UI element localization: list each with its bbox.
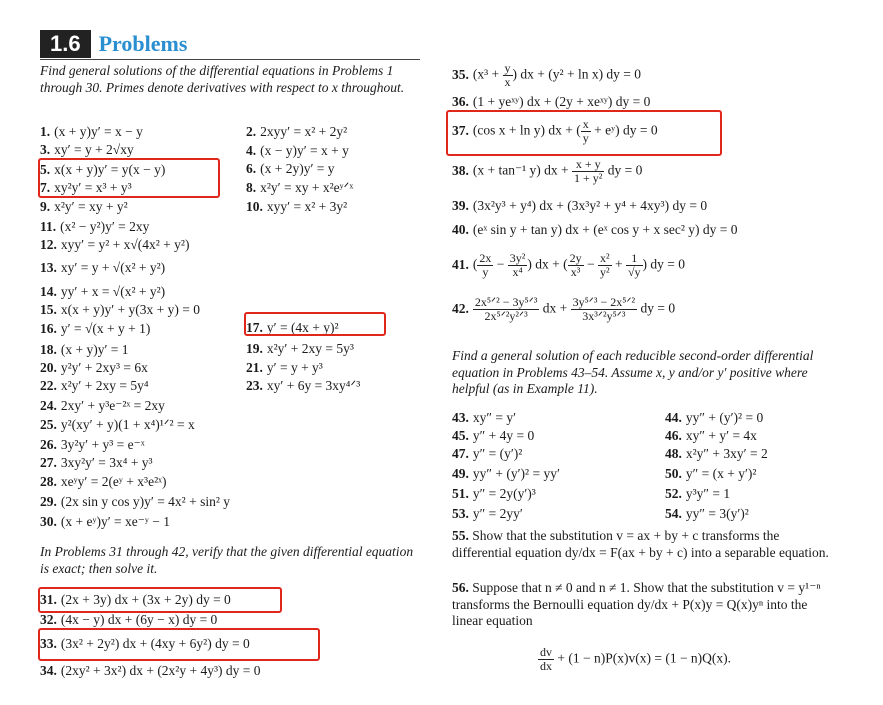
problem-43 xyxy=(452,410,516,426)
problem-equation: (x − y)y′ = x + y xyxy=(260,143,349,158)
problem-equation: y″ = 2y(y′)³ xyxy=(472,486,536,501)
problem-number: 49. xyxy=(452,466,469,481)
problem-50 xyxy=(665,466,756,482)
problem-equation: y″ + 4y = 0 xyxy=(472,428,535,443)
problem-equation: xy′ = y + 2√xy xyxy=(54,142,134,157)
problem-equation: (2x + 3y) dx + (3x + 2y) dy = 0 xyxy=(60,592,231,607)
problem-number: 51. xyxy=(452,486,469,501)
problem-6 xyxy=(246,161,335,177)
problem-48 xyxy=(665,446,768,462)
intro-problems-43-54: Find a general solution of each reducible second-order differential equation in Problems 43–54. Assume x, y and/or y′ positive where helpful (as in Example 11). xyxy=(452,348,814,396)
problem-number: 20. xyxy=(40,360,57,375)
problem-equation: x(x + y)y′ + y(3x + y) = 0 xyxy=(60,302,201,317)
problem-42: 42. $\frac{\text{2x⁵ᐟ² − 3y⁵ᐟ³}}{\text{2x⁵ᐟ²y²ᐟ³}}$ dx + $\frac{\text{3y⁵ᐟ³ − 2x⁵ᐟ²}}{\text{3x³ᐟ²y⁵ᐟ³}}$ dy = 0 xyxy=(452,295,676,323)
problem-20 xyxy=(40,360,148,376)
problem-number: 22. xyxy=(40,378,57,393)
problem-46 xyxy=(665,428,757,444)
problem-equation: xy′ + 6y = 3xy⁴ᐟ³ xyxy=(266,378,361,393)
problem-55: 55. Show that the substitution v = ax + by + c transforms the differential equation dy/dx = F(ax + by + c) into a separable equation. xyxy=(452,528,829,560)
problem-equation: y′ = y + y³ xyxy=(266,360,323,375)
problem-equation: y′ = (4x + y)² xyxy=(266,320,339,335)
problem-3 xyxy=(40,142,134,158)
problem-number: 33. xyxy=(40,636,57,651)
problem-9 xyxy=(40,199,128,215)
section-number: 1.6 xyxy=(40,30,91,58)
problem-number: 15. xyxy=(40,302,57,317)
intro-problems-1-30: Find general solutions of the differential equations in Problems 1 through 30. Primes denote derivatives with respect to x throughout. xyxy=(40,63,405,95)
section-header xyxy=(40,30,187,58)
problem-equation: xy′ = y + √(x² + y²) xyxy=(60,260,166,275)
problem-1 xyxy=(40,124,143,140)
problem-4 xyxy=(246,143,349,159)
problem-equation: yy′ + x = √(x² + y²) xyxy=(60,284,166,299)
problem-equation: x²y″ + 3xy′ = 2 xyxy=(685,446,768,461)
problem-number: 54. xyxy=(665,506,682,521)
problem-number: 4. xyxy=(246,143,257,158)
problem-49 xyxy=(452,466,560,482)
problem-number: 31. xyxy=(40,592,57,607)
problem-number: 9. xyxy=(40,199,51,214)
problem-44 xyxy=(665,410,763,426)
problem-12 xyxy=(40,237,189,253)
problem-56-linear-equation: $\frac{dv}{dx}$ + (1 − n)P(x)v(x) = (1 − n)Q(x). xyxy=(540,645,732,673)
problem-equation: x²y′ + 2xy = 5y³ xyxy=(266,341,354,356)
problem-equation: xeʸy′ = 2(eʸ + x³e²ˣ) xyxy=(60,474,167,489)
problem-10 xyxy=(246,199,347,215)
problem-number: 17. xyxy=(246,320,263,335)
problem-25 xyxy=(40,417,195,433)
problem-number: 21. xyxy=(246,360,263,375)
problem-27 xyxy=(40,455,153,471)
problem-18 xyxy=(40,342,129,358)
problem-26 xyxy=(40,437,145,453)
problem-equation: y″ = 2yy′ xyxy=(472,506,523,521)
problem-number: 14. xyxy=(40,284,57,299)
problem-number: 29. xyxy=(40,494,57,509)
problem-number: 45. xyxy=(452,428,469,443)
problem-equation: (x + y)y′ = 1 xyxy=(60,342,129,357)
problem-equation: x²y′ = xy + y² xyxy=(54,199,128,214)
problem-number: 7. xyxy=(40,180,51,195)
problem-equation: (3x² + 2y²) dx + (4xy + 6y²) dy = 0 xyxy=(60,636,250,651)
problem-29 xyxy=(40,494,230,510)
problem-13 xyxy=(40,260,165,276)
problem-21 xyxy=(246,360,323,376)
problem-14 xyxy=(40,284,165,300)
problem-15 xyxy=(40,302,200,318)
problem-equation: y²(xy′ + y)(1 + x⁴)¹ᐟ² = x xyxy=(60,417,195,432)
problem-56: 56. Suppose that n ≠ 0 and n ≠ 1. Show that the substitution v = y¹⁻ⁿ transforms the Bernoulli equation dy/dx + P(x)y = Q(x)yⁿ into the linear equation xyxy=(452,580,821,628)
problem-equation: yy″ + (y′)² = yy′ xyxy=(472,466,560,481)
problem-number: 2. xyxy=(246,124,257,139)
problem-number: 48. xyxy=(665,446,682,461)
problem-52 xyxy=(665,486,730,502)
problem-equation: (2xy² + 3x²) dx + (2x²y + 4y³) dy = 0 xyxy=(60,663,261,678)
problem-28 xyxy=(40,474,167,490)
problem-equation: xy″ = y′ xyxy=(472,410,517,425)
problem-54 xyxy=(665,506,749,522)
problem-equation: y²y′ + 2xy³ = 6x xyxy=(60,360,148,375)
problem-equation: 2xy′ + y³e⁻²ˣ = 2xy xyxy=(60,398,165,413)
problem-number: 52. xyxy=(665,486,682,501)
problem-equation: xyy′ = y² + x√(4x² + y²) xyxy=(60,237,190,252)
problem-number: 53. xyxy=(452,506,469,521)
highlight-problem-33 xyxy=(38,628,320,661)
problem-40: 40. (eˣ sin y + tan y) dx + (eˣ cos y + x sec² y) dy = 0 xyxy=(452,222,738,237)
problem-equation: 3y²y′ + y³ = e⁻ˣ xyxy=(60,437,145,452)
problem-equation: (2x sin y cos y)y′ = 4x² + sin² y xyxy=(60,494,231,509)
problem-11 xyxy=(40,219,149,235)
problem-number: 8. xyxy=(246,180,257,195)
problem-equation: xyy′ = x² + 3y² xyxy=(266,199,348,214)
problem-equation: 2xyy′ = x² + 2y² xyxy=(260,124,348,139)
problem-8 xyxy=(246,180,353,196)
highlight-problems-5-7 xyxy=(38,158,220,198)
problem-equation: xy²y′ = x³ + y³ xyxy=(54,180,132,195)
problem-number: 27. xyxy=(40,455,57,470)
problem-number: 11. xyxy=(40,219,57,234)
problem-equation: yy″ = 3(y′)² xyxy=(685,506,749,521)
problem-equation: 3xy²y′ = 3x⁴ + y³ xyxy=(60,455,153,470)
problem-number: 30. xyxy=(40,514,57,529)
problem-equation: (x + y)y′ = x − y xyxy=(54,124,143,139)
problem-equation: x(x + y)y′ = y(x − y) xyxy=(54,162,166,177)
problem-number: 23. xyxy=(246,378,263,393)
problem-47 xyxy=(452,446,522,462)
problem-19 xyxy=(246,341,354,357)
problem-equation: x²y′ = xy + x²eʸᐟˣ xyxy=(260,180,354,195)
highlight-problem-17 xyxy=(244,312,386,336)
header-rule xyxy=(40,59,420,60)
problem-equation: y″ = (x + y′)² xyxy=(685,466,757,481)
problem-32 xyxy=(40,612,217,628)
problem-39: 39. (3x²y³ + y⁴) dx + (3x³y² + y⁴ + 4xy³) dy = 0 xyxy=(452,198,708,213)
problem-53 xyxy=(452,506,523,522)
problem-number: 13. xyxy=(40,260,57,275)
problem-number: 44. xyxy=(665,410,682,425)
problem-equation: y″ = (y′)² xyxy=(472,446,523,461)
problem-equation: (x² − y²)y′ = 2xy xyxy=(60,219,150,234)
problem-number: 10. xyxy=(246,199,263,214)
problem-22 xyxy=(40,378,149,394)
problem-number: 34. xyxy=(40,663,57,678)
highlight-problem-31 xyxy=(38,587,282,613)
problem-number: 19. xyxy=(246,341,263,356)
problem-equation: (x + eʸ)y′ = xe⁻ʸ − 1 xyxy=(60,514,171,529)
problem-37: 37. (cos x + ln y) dx + ( $\frac{x}{y}$ + eʸ) dy = 0 xyxy=(452,117,658,145)
problem-45 xyxy=(452,428,534,444)
problem-38: 38. (x + tan⁻¹ y) dx + $\frac{x + y}{\text{1 + y²}}$ dy = 0 xyxy=(452,157,643,185)
problem-number: 12. xyxy=(40,237,57,252)
problem-2 xyxy=(246,124,347,140)
problem-23 xyxy=(246,378,360,394)
intro-problems-31-42: In Problems 31 through 42, verify that the given differential equation is exact; then solve it. xyxy=(40,544,414,576)
problem-number: 25. xyxy=(40,417,57,432)
problem-number: 5. xyxy=(40,162,51,177)
problem-number: 28. xyxy=(40,474,57,489)
problem-equation: xy″ + y′ = 4x xyxy=(685,428,757,443)
section-title: Problems xyxy=(98,31,188,56)
problem-equation: y′ = √(x + y + 1) xyxy=(60,321,151,336)
problem-51 xyxy=(452,486,536,502)
problem-number: 1. xyxy=(40,124,51,139)
problem-equation: (4x − y) dx + (6y − x) dy = 0 xyxy=(60,612,218,627)
problem-41: 41. ( $\frac{2x}{y}$ − $\frac{\text{3y²}}{\text{x⁴}}$ ) dx + ( $\frac{2y}{\text{x³}}$ − $\frac{\text{x²}}{\text{y²}}$ + $\frac{1}{√y}$ ) dy = 0 xyxy=(452,251,686,279)
problem-number: 26. xyxy=(40,437,57,452)
problem-34 xyxy=(40,663,261,679)
problem-30 xyxy=(40,514,170,530)
problem-number: 50. xyxy=(665,466,682,481)
problem-number: 46. xyxy=(665,428,682,443)
problem-number: 24. xyxy=(40,398,57,413)
problem-number: 3. xyxy=(40,142,51,157)
problem-35: 35. (x³ + $\frac{y}{x}$ ) dx + (y² + ln x) dy = 0 xyxy=(452,61,642,89)
problem-number: 6. xyxy=(246,161,257,176)
problem-24 xyxy=(40,398,165,414)
problem-equation: y³y″ = 1 xyxy=(685,486,731,501)
problem-number: 16. xyxy=(40,321,57,336)
problem-equation: (x + 2y)y′ = y xyxy=(260,161,335,176)
problem-16 xyxy=(40,321,150,337)
problem-36: 36. (1 + yeˣʸ) dx + (2y + xeˣʸ) dy = 0 xyxy=(452,94,651,109)
problem-number: 32. xyxy=(40,612,57,627)
problem-number: 47. xyxy=(452,446,469,461)
problem-number: 43. xyxy=(452,410,469,425)
highlight-problem-37 xyxy=(446,110,722,156)
problem-equation: x²y′ + 2xy = 5y⁴ xyxy=(60,378,149,393)
problem-equation: yy″ + (y′)² = 0 xyxy=(685,410,764,425)
problem-number: 18. xyxy=(40,342,57,357)
